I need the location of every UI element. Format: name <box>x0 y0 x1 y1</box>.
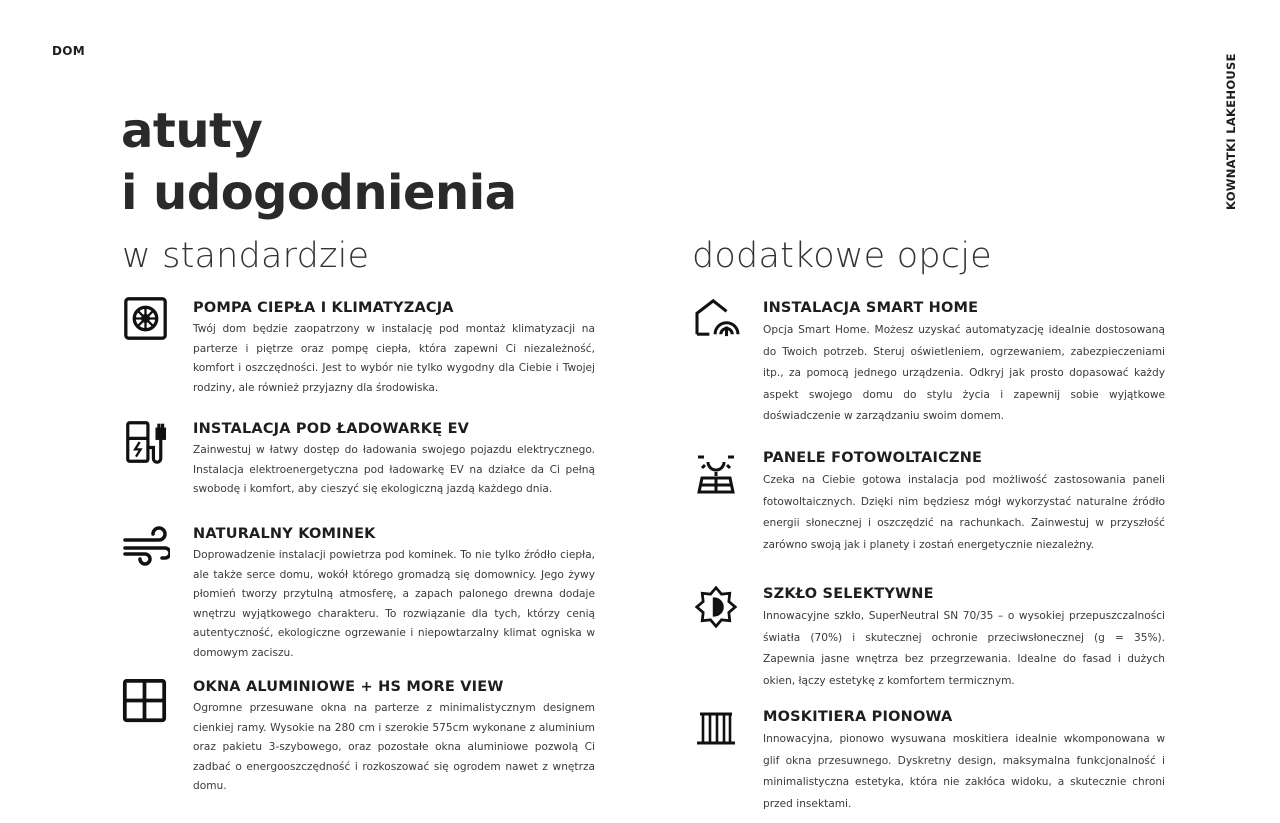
option-title: PANELE FOTOWOLTAICZNE <box>763 450 983 466</box>
option-description: Czeka na Ciebie gotowa instalacja pod możliwość zastosowania paneli fotowoltaicznych. Dzięki nim będziesz mógł wykorzystać naturalne źródło energii słonecznej i oszczędzić na rachunkach. Zainwestuj w przyszłość zarówno swoją jak i planety i zostań energetycznie niezależny. <box>763 474 1165 551</box>
option-title: MOSKITIERA PIONOWA <box>763 709 953 725</box>
sun-contrast-icon <box>694 585 738 629</box>
feature-description: Twój dom będzie zaopatrzony w instalację pod montaż klimatyzacji na parterze i piętrze oraz pompę ciepła, która zapewni Ci niezależność, komfort i oszczędności. Jest to wybór nie tylko wygodny dla Ciebie i Twojej rodziny, ale również przyjazny dla środowiska. <box>193 323 595 394</box>
option-mosquito-net <box>763 709 1165 815</box>
option-title: INSTALACJA SMART HOME <box>763 300 979 316</box>
heat-pump-fan-icon <box>123 296 168 341</box>
feature-title: INSTALACJA POD ŁADOWARKĘ EV <box>193 421 470 437</box>
feature-description: Zainwestuj w łatwy dostęp do ładowania swojego pojazdu elektrycznego. Instalacja elektroenergetyczna pod ładowarkę EV na działce da Ci pełną swobodę i komfort, aby cieszyć się ekologiczną jazdą każdego dnia. <box>193 444 595 496</box>
option-description: Innowacyjna, pionowo wysuwana moskitiera idealnie wkomponowana w glif okna przesuwnego. Dyskretny design, maksymalna funkcjonalność i minimalistyczna estetyka, która nie zakłóca widoku, a skutecznie chroni przed insektami. <box>763 733 1165 810</box>
feature-title: OKNA ALUMINIOWE + HS MORE VIEW <box>193 679 504 695</box>
wind-icon <box>122 526 170 566</box>
title-line-2: i udogodnienia <box>121 165 517 221</box>
solar-panel-icon <box>696 454 736 494</box>
option-selective-glass <box>763 586 1165 692</box>
option-description: Innowacyjne szkło, SuperNeutral SN 70/35 – o wysokiej przepuszczalności światła (70%) i skutecznej ochronie przeciwsłonecznej (g = 35%). Zapewnia jasne wnętrza bez przegrzewania. Idealne do fasad i dużych okien, łączy estetykę z komfortem termicznym. <box>763 610 1165 687</box>
option-description: Opcja Smart Home. Możesz uzyskać automatyzację idealnie dostosowaną do Twoich potrzeb. Steruj oświetleniem, ogrzewaniem, zabezpieczeniami itp., za pomocą jednego urządzenia. Odkryj jak prosto dopasować każdy aspekt swojego domu do stylu życia i zapewnij sobie wyjątkowe doświadczenie w zarządzaniu swoim domem. <box>763 324 1165 423</box>
option-title: SZKŁO SELEKTYWNE <box>763 586 934 602</box>
feature-fireplace <box>193 526 595 664</box>
section-label: DOM <box>52 44 86 58</box>
mosquito-net-icon <box>696 712 736 746</box>
feature-description: Ogromne przesuwane okna na parterze z minimalistycznym designem cienkiej ramy. Wysokie na 280 cm i szerokie 575cm wykonane z aluminium oraz pakietu 3-szybowego, oraz pozostałe okna aluminiowe pozwolą Ci zadbać o energooszczędność i rozkoszować się ogrodem nawet z wnętrza domu. <box>193 702 595 793</box>
option-smart-home <box>763 300 1165 428</box>
options-heading: dodatkowe opcje <box>692 236 992 276</box>
feature-heat-pump <box>193 300 595 398</box>
feature-description: Doprowadzenie instalacji powietrza pod kominek. To nie tylko źródło ciepła, ale także serce domu, wokół którego gromadzą się domownicy. Jego żywy płomień tworzy przytulną atmosferę, a zapach palonego drewna dodaje wnętrzu wyjątkowego charakteru. To rozwiązanie dla tych, którzy cenią autentyczność, ekologiczne ogrzewanie i niepowtarzalny klimat ogniska w domowym zaciszu. <box>193 549 595 659</box>
feature-title: POMPA CIEPŁA I KLIMATYZACJA <box>193 300 454 316</box>
feature-aluminium-windows <box>193 679 595 797</box>
feature-ev-charger <box>193 421 595 500</box>
standard-heading: w standardzie <box>122 236 370 276</box>
page-title <box>121 100 517 224</box>
ev-charger-icon <box>125 420 169 464</box>
feature-title: NATURALNY KOMINEK <box>193 526 376 542</box>
window-icon <box>122 678 167 723</box>
smart-home-icon <box>694 298 740 338</box>
option-solar-panels <box>763 450 1165 556</box>
title-line-1: atuty <box>121 103 263 159</box>
side-label: KOWNATKI LAKEHOUSE <box>1224 53 1238 210</box>
